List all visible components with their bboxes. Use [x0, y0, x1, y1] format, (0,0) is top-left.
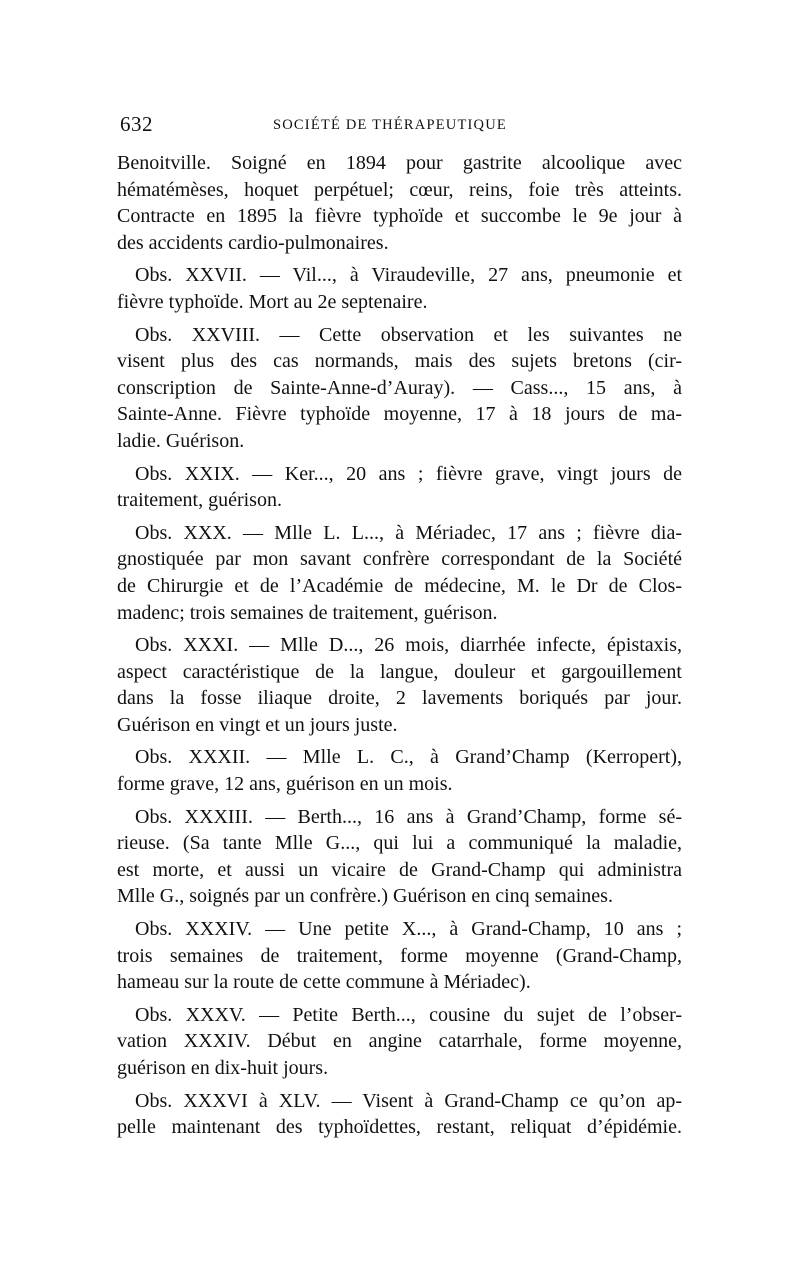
text-line: de Chirurgie et de l’Académie de médecine, M. le Dr de Clos-: [117, 574, 682, 597]
text-line: hématémèses, hoquet perpétuel; cœur, reins, foie très atteints.: [117, 178, 682, 201]
text-line: Obs. XXXII. — Mlle L. C., à Grand’Champ (Kerropert),: [135, 746, 682, 769]
text-line: Sainte-Anne. Fièvre typhoïde moyenne, 17 à 18 jours de ma-: [117, 403, 682, 426]
text-line: Obs. XXXIV. — Une petite X..., à Grand-Champ, 10 ans ;: [135, 918, 682, 941]
text-line: Contracte en 1895 la fièvre typhoïde et succombe le 9e jour à: [117, 205, 682, 228]
text-line: fièvre typhoïde. Mort au 2e septenaire.: [117, 290, 428, 313]
text-line: Obs. XXVII. — Vil..., à Viraudeville, 27 ans, pneumonie et: [135, 264, 682, 287]
paragraph-obs-xxx: [117, 520, 682, 626]
text-line: Benoitville. Soigné en 1894 pour gastrite alcoolique avec: [117, 152, 682, 174]
paragraph-obs-xxxiii: [117, 804, 682, 910]
text-line: guérison en dix-huit jours.: [117, 1057, 329, 1079]
paragraph-benoitville: [117, 150, 682, 256]
text-line: forme grave, 12 ans, guérison en un mois.: [117, 773, 453, 796]
running-title: SOCIÉTÉ DE THÉRAPEUTIQUE: [273, 117, 507, 133]
text-line: trois semaines de traitement, forme moyenne (Grand-Champ,: [117, 944, 682, 967]
paragraph-obs-xxvii: [117, 262, 682, 315]
paragraph-obs-xxxii: [117, 744, 682, 797]
paragraph-obs-xxxvi-xlv: [117, 1088, 682, 1141]
paragraph-obs-xxviii: [117, 322, 682, 455]
text-line: vation XXXIV. Début en angine catarrhale, forme moyenne,: [117, 1030, 682, 1053]
text-line: est morte, et aussi un vicaire de Grand-Champ qui administra: [117, 858, 682, 881]
text-line: Obs. XXX. — Mlle L. L..., à Mériadec, 17 ans ; fièvre dia-: [135, 521, 682, 544]
running-header: [120, 112, 680, 142]
text-line: visent plus des cas normands, mais des sujets bretons (cir-: [117, 350, 682, 373]
text-line: aspect caractéristique de la langue, douleur et gargouillement: [117, 660, 682, 683]
text-line: pelle maintenant des typhoïdettes, restant, reliquat d’épidémie.: [117, 1116, 682, 1139]
paragraph-obs-xxix: [117, 461, 682, 514]
text-line: ladie. Guérison.: [117, 429, 245, 452]
paragraph-obs-xxxiv: [117, 916, 682, 996]
body-text: [117, 150, 682, 1141]
paragraph-obs-xxxi: [117, 632, 682, 738]
text-line: des accidents cardio-pulmonaires.: [117, 231, 389, 254]
text-line: Obs. XXXIII. — Berth..., 16 ans à Grand’Champ, forme sé-: [135, 805, 682, 828]
text-line: Guérison en vingt et un jours juste.: [117, 713, 398, 736]
text-line: Obs. XXXV. — Petite Berth..., cousine du sujet de l’obser-: [135, 1003, 682, 1026]
text-line: traitement, guérison.: [117, 489, 282, 512]
text-line: Obs. XXXI. — Mlle D..., 26 mois, diarrhée infecte, épistaxis,: [135, 634, 682, 657]
paragraph-obs-xxxv: [117, 1002, 682, 1082]
text-line: rieuse. (Sa tante Mlle G..., qui lui a communiqué la maladie,: [117, 832, 682, 855]
text-line: hameau sur la route de cette commune à Mériadec).: [117, 971, 531, 994]
text-line: Mlle G., soignés par un confrère.) Guérison en cinq semaines.: [117, 885, 613, 908]
text-line: dans la fosse iliaque droite, 2 lavements boriqués par jour.: [117, 687, 682, 710]
text-line: gnostiquée par mon savant confrère correspondant de la Société: [117, 548, 682, 571]
page-number: 632: [120, 112, 153, 136]
text-line: Obs. XXVIII. — Cette observation et les suivantes ne: [135, 323, 682, 346]
text-line: madenc; trois semaines de traitement, guérison.: [117, 601, 498, 624]
text-line: Obs. XXXVI à XLV. — Visent à Grand-Champ ce qu’on ap-: [135, 1089, 682, 1112]
text-line: Obs. XXIX. — Ker..., 20 ans ; fièvre grave, vingt jours de: [135, 462, 682, 485]
text-line: conscription de Sainte-Anne-d’Auray). — Cass..., 15 ans, à: [117, 376, 682, 399]
